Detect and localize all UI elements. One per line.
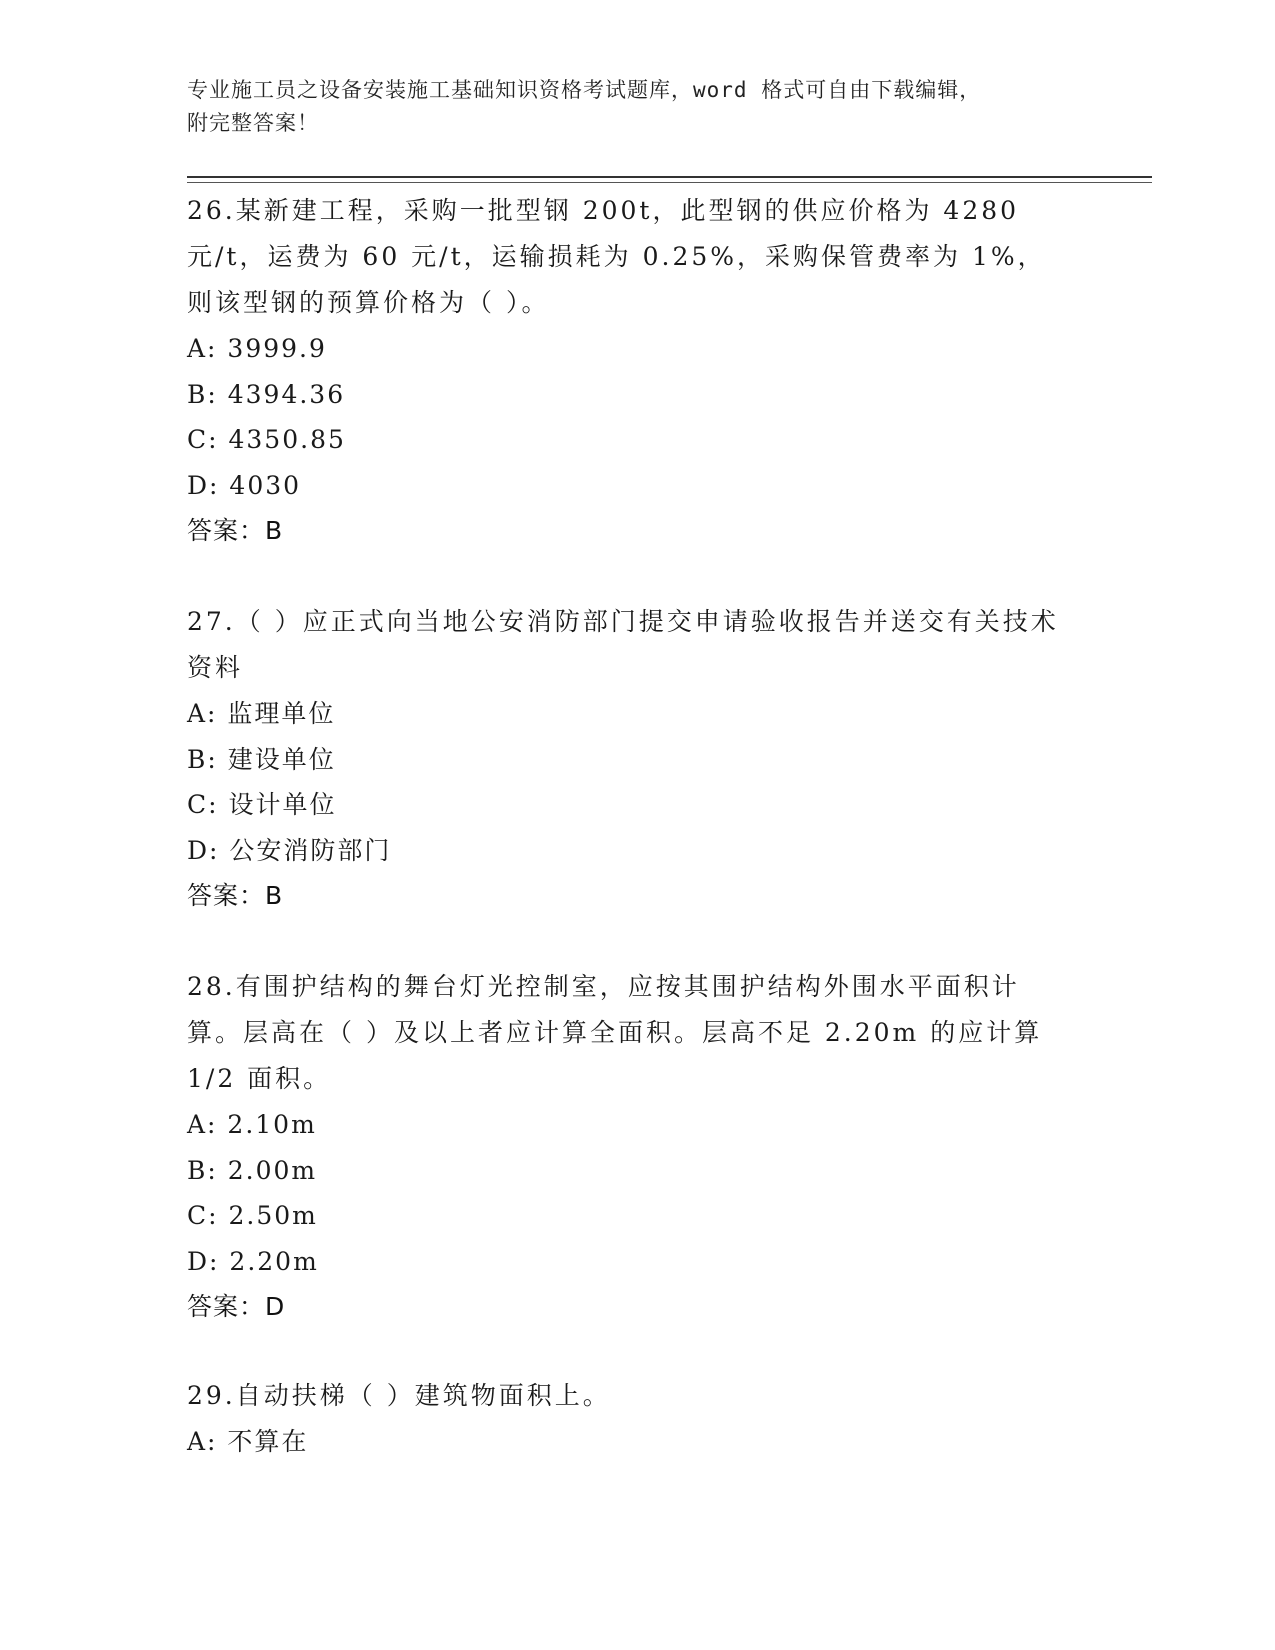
option-c: C: 4350.85: [187, 425, 346, 454]
question-26: [187, 188, 1067, 553]
document-header: [187, 74, 1067, 140]
option-a: A: 3999.9: [187, 334, 327, 363]
option-d: D: 2.20m: [187, 1246, 319, 1276]
header-divider-thick: [187, 176, 1152, 178]
option-a: A: 监理单位: [187, 699, 336, 728]
option-a: A: 2.10m: [187, 1110, 317, 1139]
question-stem: 29.自动扶梯（ ）建筑物面积上。: [187, 1381, 611, 1410]
option-d: D: 4030: [187, 470, 302, 500]
answer-label: 答案：B: [187, 516, 284, 545]
question-stem: 27.（ ）应正式向当地公安消防部门提交申请验收报告并送交有关技术资料: [187, 607, 1059, 682]
question-28: [187, 964, 1067, 1329]
question-29: [187, 1373, 1067, 1465]
header-line-1: 专业施工员之设备安装施工基础知识资格考试题库，word 格式可自由下载编辑，: [187, 78, 982, 102]
option-d: D: 公安消防部门: [187, 835, 392, 865]
option-b: B: 2.00m: [187, 1155, 318, 1185]
option-c: C: 设计单位: [187, 790, 337, 819]
option-b: B: 4394.36: [187, 379, 346, 409]
option-b: B: 建设单位: [187, 744, 336, 774]
option-c: C: 2.50m: [187, 1201, 318, 1230]
option-a: A: 不算在: [187, 1427, 309, 1456]
question-stem: 26.某新建工程，采购一批型钢 200t，此型钢的供应价格为 4280 元/t，运费为 60 元/t，运输损耗为 0.25%，采购保管费率为 1%，则该型钢的预算价格为（ ）。: [187, 196, 1046, 317]
header-line-2: 附完整答案！: [187, 111, 319, 135]
question-27: [187, 599, 1067, 918]
question-stem: 28.有围护结构的舞台灯光控制室，应按其围护结构外围水平面积计算。层高在（ ）及以上者应计算全面积。层高不足 2.20m 的应计算 1/2 面积。: [187, 972, 1043, 1093]
answer-label: 答案：B: [187, 881, 284, 910]
answer-label: 答案：D: [187, 1292, 286, 1321]
header-divider-thin: [187, 182, 1152, 183]
